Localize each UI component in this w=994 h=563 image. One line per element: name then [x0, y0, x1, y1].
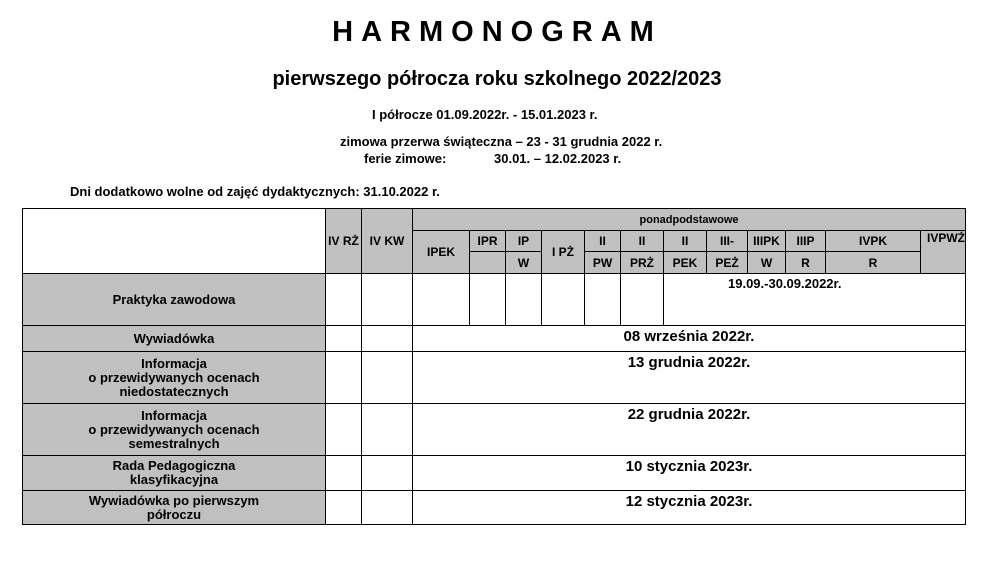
date-wywiadowka: 08 września 2022r.	[413, 326, 966, 352]
col-header-iipw-top: II	[585, 231, 621, 252]
group-header: ponadpodstawowe	[413, 209, 966, 231]
col-header-ivpkr-bottom: R	[826, 252, 921, 274]
days-off-note: Dni dodatkowo wolne od zajęć dydaktycznych: 31.10.2022 r.	[70, 184, 440, 199]
document-subtitle: pierwszego półrocza roku szkolnego 2022/2023	[272, 68, 722, 90]
col-header-ipz: I PŻ	[542, 231, 585, 274]
empty-cell	[621, 274, 664, 326]
table-row	[23, 326, 966, 352]
semester-dates: I półrocze 01.09.2022r. - 15.01.2023 r.	[372, 107, 598, 122]
col-header-ipr: IPR	[470, 231, 506, 252]
table-row	[23, 491, 966, 525]
row-label-rada-pedagogiczna: Rada Pedagogiczna klasyfikacyjna	[23, 456, 326, 491]
empty-cell	[362, 404, 413, 456]
empty-cell	[413, 274, 470, 326]
empty-cell	[362, 456, 413, 491]
row-label-wywiadowka: Wywiadówka	[23, 326, 326, 352]
empty-cell	[326, 352, 362, 404]
empty-cell	[362, 326, 413, 352]
col-header-iiipez-top: III-	[707, 231, 748, 252]
col-header-iipek-bottom: PEK	[664, 252, 707, 274]
empty-cell	[542, 274, 585, 326]
empty-cell	[506, 274, 542, 326]
empty-cell	[326, 491, 362, 525]
col-header-ipek: IPEK	[413, 231, 470, 274]
col-header-iiprz-bottom: PRŻ	[621, 252, 664, 274]
col-header-iiipez-bottom: PEŻ	[707, 252, 748, 274]
header-corner-cell	[23, 209, 326, 274]
col-header-iiipr-bottom: R	[786, 252, 826, 274]
document-title: HARMONOGRAM	[332, 16, 662, 48]
col-header-ipr-bottom	[470, 252, 506, 274]
date-info-niedostateczne: 13 grudnia 2022r.	[413, 352, 966, 404]
col-header-ipw-top: IP	[506, 231, 542, 252]
table-row	[23, 274, 966, 326]
col-header-iiipr-top: IIIP	[786, 231, 826, 252]
col-header-iipek-top: II	[664, 231, 707, 252]
ferie-label: ferie zimowe:	[364, 151, 447, 166]
col-header-iiprz-top: II	[621, 231, 664, 252]
table-row	[23, 456, 966, 491]
row-label-info-semestralne: Informacja o przewidywanych ocenach semestralnych	[23, 404, 326, 456]
empty-cell	[326, 326, 362, 352]
col-header-iiipkw-top: IIIPK	[748, 231, 786, 252]
date-info-semestralne: 22 grudnia 2022r.	[413, 404, 966, 456]
table-header-row	[23, 209, 966, 231]
col-header-ipw-bottom: W	[506, 252, 542, 274]
col-header-ivpwz: IVPWŻ	[921, 231, 966, 274]
col-header-ivpkr-top: IVPK	[826, 231, 921, 252]
row-label-praktyka: Praktyka zawodowa	[23, 274, 326, 326]
winter-break-dates: zimowa przerwa świąteczna – 23 - 31 grudnia 2022 r.	[340, 134, 663, 149]
schedule-table	[22, 208, 966, 525]
empty-cell	[362, 352, 413, 404]
col-header-ivrz: IV RŻ	[326, 209, 362, 274]
empty-cell	[326, 404, 362, 456]
col-header-ivkw: IV KW	[362, 209, 413, 274]
date-rada-pedagogiczna: 10 stycznia 2023r.	[413, 456, 966, 491]
date-wywiadowka-polrocze: 12 stycznia 2023r.	[413, 491, 966, 525]
empty-cell	[585, 274, 621, 326]
table-row	[23, 352, 966, 404]
col-header-iipw-bottom: PW	[585, 252, 621, 274]
table-row	[23, 404, 966, 456]
empty-cell	[362, 491, 413, 525]
empty-cell	[326, 456, 362, 491]
empty-cell	[470, 274, 506, 326]
col-header-iiipkw-bottom: W	[748, 252, 786, 274]
empty-cell	[326, 274, 362, 326]
date-praktyka: 19.09.-30.09.2022r.	[664, 274, 966, 326]
row-label-wywiadowka-polrocze: Wywiadówka po pierwszym półroczu	[23, 491, 326, 525]
row-label-info-niedostateczne: Informacja o przewidywanych ocenach niedostatecznych	[23, 352, 326, 404]
empty-cell	[362, 274, 413, 326]
ferie-dates: 30.01. – 12.02.2023 r.	[494, 151, 622, 166]
